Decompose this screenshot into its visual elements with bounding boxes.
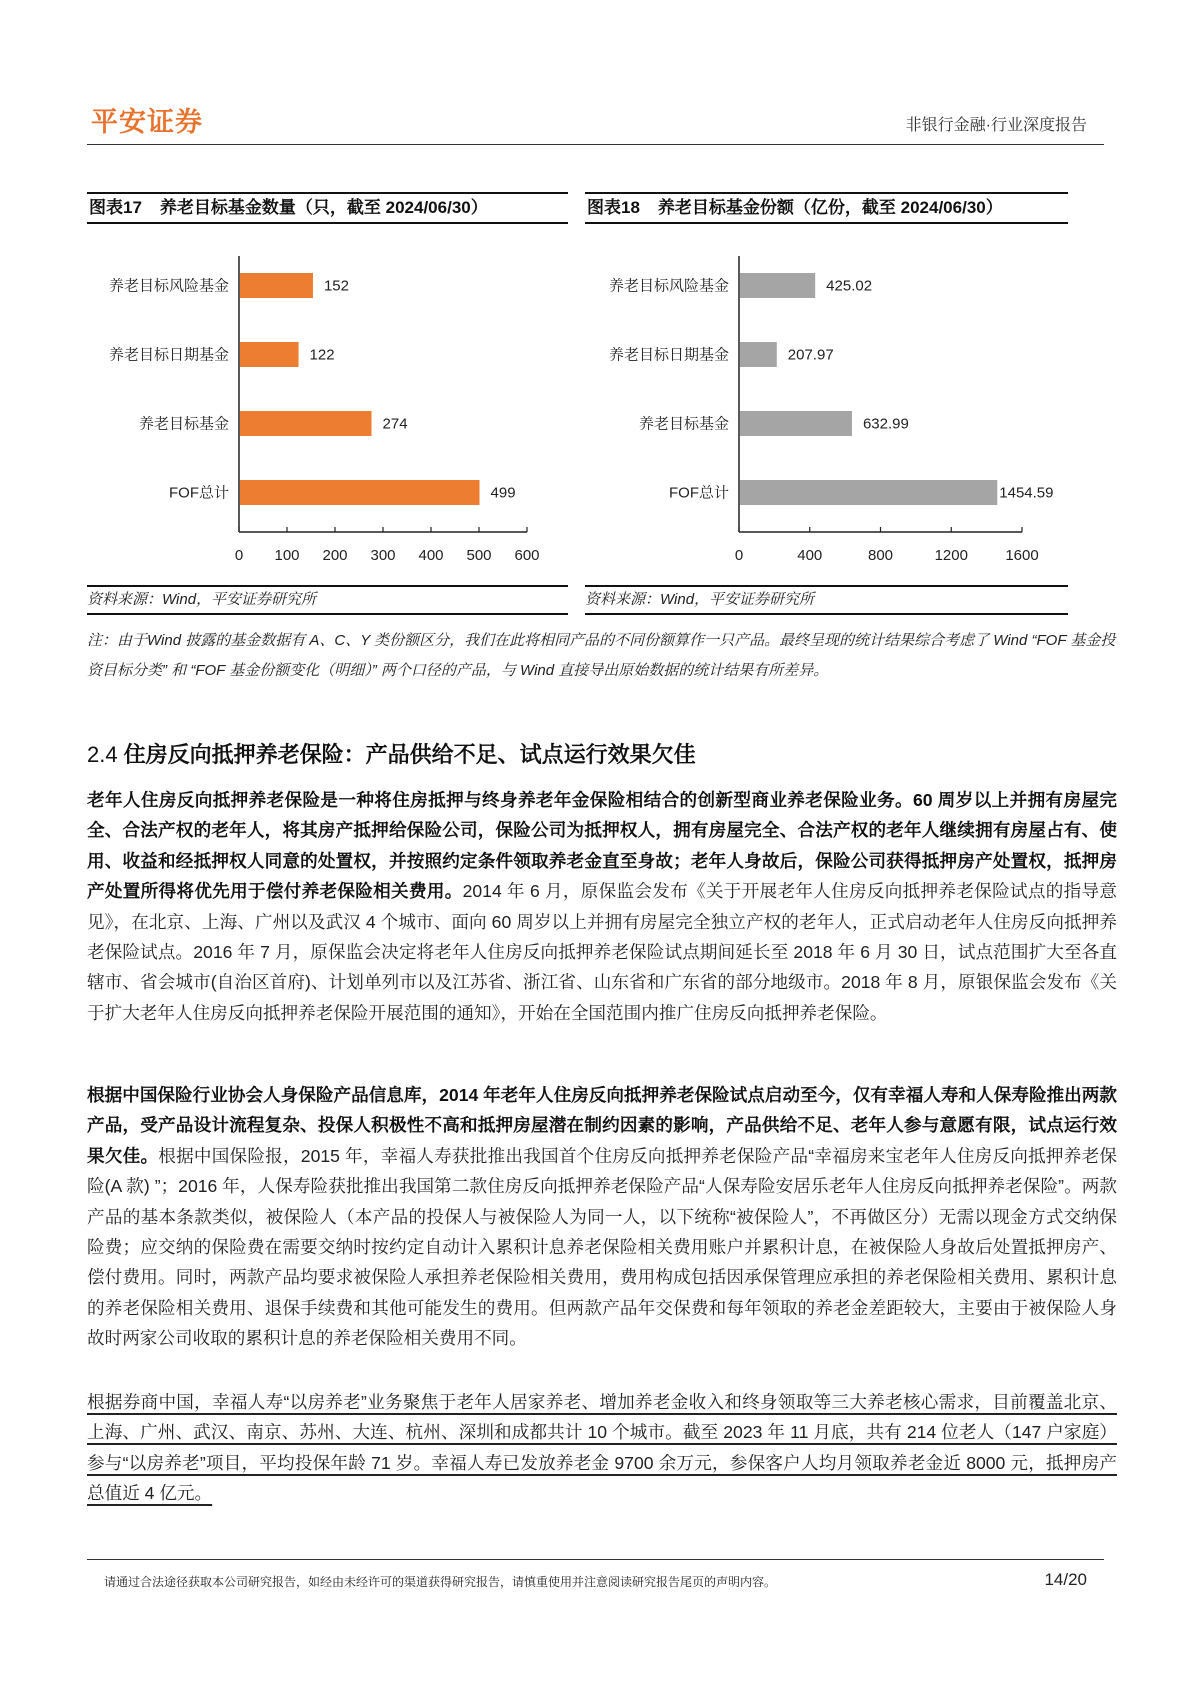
bar <box>240 480 480 505</box>
section-title: 住房反向抵押养老保险：产品供给不足、试点运行效果欠佳 <box>123 742 696 767</box>
value-label: 632.99 <box>862 415 909 433</box>
x-tick-label: 300 <box>370 547 396 564</box>
category-label: 养老目标风险基金 <box>608 277 729 295</box>
paragraph-underlined <box>87 1387 1117 1509</box>
x-tick-label: 600 <box>514 547 540 564</box>
x-tick-label: 500 <box>466 547 492 564</box>
bar <box>240 273 313 298</box>
value-label: 274 <box>382 415 408 433</box>
value-label: 1454.59 <box>999 484 1054 502</box>
section-number: 2.4 <box>87 742 118 767</box>
paragraph-body: 根据券商中国，幸福人寿“以房养老”业务聚焦于老年人居家养老、增加养老金收入和终身领取等三大养老核心需求，目前覆盖北京、上海、广州、武汉、南京、苏州、大连、杭州、深圳和成都共计 10 个城市。截至 2023 年 11 月底，共有 214 位老人（147 户家庭）参与“以房养老”项目，平均投保年龄 71 岁。幸福人寿已发放养老金 9700 余万元，参保客户人均月领取养老金近 8000 元，抵押房产总值近 4 亿元。 <box>87 1392 1117 1504</box>
figure-number: 图表17 <box>89 198 142 217</box>
value-label: 425.02 <box>826 277 873 295</box>
figure-number: 图表18 <box>587 198 640 217</box>
figure-18-source: 资料来源：Wind，平安证券研究所 <box>585 585 1068 615</box>
category-label: 养老目标日期基金 <box>108 346 229 364</box>
bar <box>740 273 815 298</box>
report-type: 非银行金融·行业深度报告 <box>905 117 1087 134</box>
category-label: 养老目标日期基金 <box>608 346 729 364</box>
brand-logo: 平安证券 <box>91 107 203 137</box>
bar <box>240 342 299 367</box>
figure-caption: 养老目标基金数量（只，截至 2024/06/30） <box>159 198 488 217</box>
x-tick-label: 100 <box>274 547 300 564</box>
chart-fund-shares <box>585 232 1068 572</box>
x-tick-label: 800 <box>867 547 894 564</box>
x-tick-label: 400 <box>797 547 823 564</box>
value-label: 152 <box>323 277 349 295</box>
bar <box>740 411 852 436</box>
figure-note: 注：由于Wind 披露的基金数据有 A、C、Y 类份额区分，我们在此将相同产品的不同份额算作一只产品。最终呈现的统计结果综合考虑了 Wind “FOF 基金投资目标分类” 和 “FOF 基金份额变化（明细）” 两个口径的产品，与 Wind 直接导出原始数据的统计结果有所差异。 <box>87 632 1116 679</box>
category-label: 养老目标基金 <box>638 415 729 433</box>
paragraph-bold-lead: 根据中国保险行业协会人身保险产品信息库，2014 年老年人住房反向抵押养老保险试点启动至今，仅有幸福人寿和人保寿险推出两款产品，受产品设计流程复杂、投保人积极性不高和抵押房屋潜在制约因素的影响，产品供给不足、老年人参与意愿有限，试点运行效果欠佳。 <box>87 1085 1117 1166</box>
figure-17-title <box>87 192 568 224</box>
figure-caption: 养老目标基金份额（亿份，截至 2024/06/30） <box>657 198 1003 217</box>
figure-18-title <box>585 192 1068 224</box>
value-label: 207.97 <box>787 346 834 364</box>
value-label: 499 <box>490 484 516 502</box>
paragraph-bold-lead: 老年人住房反向抵押养老保险是一种将住房抵押与终身养老年金保险相结合的创新型商业养老保险业务。60 周岁以上并拥有房屋完全、合法产权的老年人，将其房产抵押给保险公司，保险公司为抵押权人，拥有房屋完全、合法产权的老年人继续拥有房屋占有、使用、收益和经抵押权人同意的处置权，并按照约定条件领取养老金直至身故；老年人身故后，保险公司获得抵押房产处置权，抵押房产处置所得将优先用于偿付养老保险相关费用。 <box>87 790 1117 902</box>
bar <box>740 480 997 505</box>
page-number: 14/20 <box>1044 1570 1087 1589</box>
category-label: FOF总计 <box>169 484 229 502</box>
bar <box>740 342 777 367</box>
paragraph-body: 2014 年 6 月，原保监会发布《关于开展老年人住房反向抵押养老保险试点的指导意见》，在北京、上海、广州以及武汉 4 个城市、面向 60 周岁以上并拥有房屋完全独立产权的老年人，正式启动老年人住房反向抵押养老保险试点。2016 年 7 月，原保监会决定将老年人住房反向抵押养老保险试点期间延长至 2018 年 6 月 30 日，试点范围扩大至各直辖市、省会城市(自治区首府)、计划单列市以及江苏省、浙江省、山东省和广东省的部分地级市。2018 年 8 月，原银保监会发布《关于扩大老年人住房反向抵押养老保险开展范围的通知》，开始在全国范围内推广住房反向抵押养老保险。 <box>87 881 1118 1023</box>
figure-17-source: 资料来源：Wind，平安证券研究所 <box>87 585 568 615</box>
category-label: 养老目标风险基金 <box>108 277 229 295</box>
header-divider <box>87 144 1104 145</box>
value-label: 122 <box>309 346 335 364</box>
chart-fund-count <box>87 232 568 572</box>
paragraph-body: 根据中国保险报，2015 年，幸福人寿获批推出我国首个住房反向抵押养老保险产品“幸福房来宝老年人住房反向抵押养老保险(A 款) ”；2016 年，人保寿险获批推出我国第二款住房反向抵押养老保险产品“人保寿险安居乐老年人住房反向抵押养老保险”。两款产品的基本条款类似，被保险人（本产品的投保人与被保险人为同一人，以下统称“被保险人”，不再做区分）无需以现金方式交纳保险费；应交纳的保险费在需要交纳时按约定自动计入累积计息养老保险相关费用账户并累积计息，在被保险人身故后处置抵押房产、偿付费用。同时，两款产品均要求被保险人承担养老保险相关费用，费用构成包括因承保管理应承担的养老保险相关费用、累积计息的养老保险相关费用、退保手续费和其他可能发生的费用。但两款产品年交保费和每年领取的养老金差距较大，主要由于被保险人身故时两家公司收取的累积计息的养老保险相关费用不同。 <box>87 1145 1117 1349</box>
x-tick-label: 200 <box>322 547 348 564</box>
category-label: 养老目标基金 <box>138 415 229 433</box>
x-tick-label: 1200 <box>934 547 968 564</box>
section-heading <box>87 738 696 769</box>
footer-divider <box>87 1559 1104 1560</box>
paragraph <box>87 785 1117 1028</box>
footer-disclaimer: 请通过合法途径获取本公司研究报告，如经由未经许可的渠道获得研究报告，请慎重使用并注意阅读研究报告尾页的声明内容。 <box>104 1575 777 1589</box>
x-tick-label: 0 <box>234 547 244 564</box>
bar-chart-fund-count <box>87 232 568 572</box>
bar <box>240 411 372 436</box>
x-tick-label: 1600 <box>1005 547 1039 564</box>
paragraph <box>87 1080 1117 1354</box>
bar-chart-fund-shares <box>585 232 1068 572</box>
category-label: FOF总计 <box>669 484 729 502</box>
x-tick-label: 0 <box>734 547 744 564</box>
x-tick-label: 400 <box>418 547 444 564</box>
